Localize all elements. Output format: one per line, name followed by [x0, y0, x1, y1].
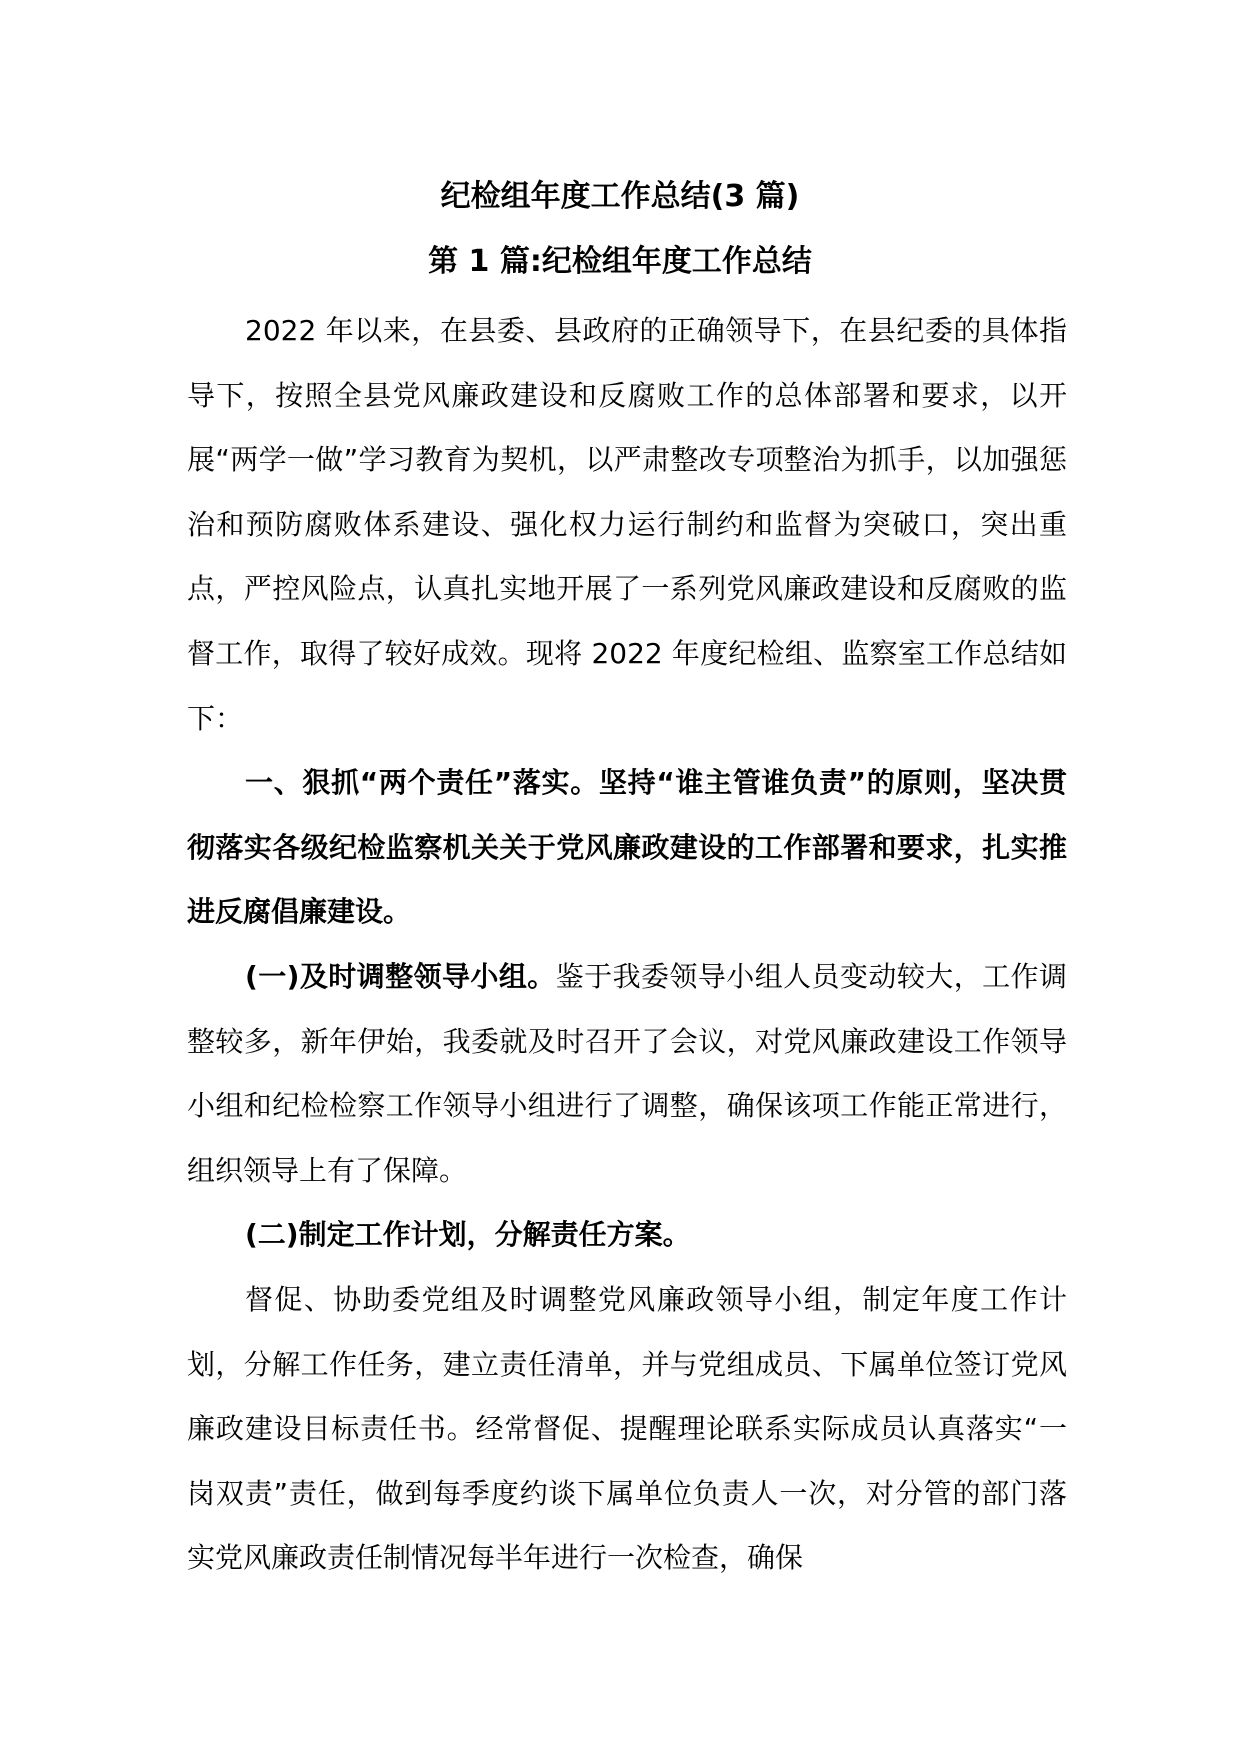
paragraph-text: 督促、协助委党组及时调整党风廉政领导小组，制定年度工作计划，分解工作任务，建立责任清单，并与党组成员、下属单位签订党风廉政建设目标责任书。经常督促、提醒理论联系实际成员认真落实“一岗双责”责任，做到每季度约谈下属单位负责人一次，对分管的部门落实党风廉政责任制情况每半年进行一次检查，确保 — [187, 1282, 1067, 1575]
paragraph-text: 2022 年以来，在县委、县政府的正确领导下，在县纪委的具体指导下，按照全县党风廉政建设和反腐败工作的总体部署和要求，以开展“两学一做”学习教育为契机，以严肃整改专项整治为抓手，以加强惩治和预防腐败体系建设、强化权力运行制约和监督为突破口，突出重点，严控风险点，认真扎实地开展了一系列党风廉政建设和反腐败的监督工作，取得了较好成效。现将 2022 年度纪检组、监察室工作总结如下： — [187, 314, 1067, 735]
document-subtitle: 第 1 篇:纪检组年度工作总结 — [428, 244, 812, 279]
section-heading-1 — [187, 751, 1067, 945]
paragraph-intro — [187, 299, 1067, 751]
paragraph-text: 鉴于我委领导小组人员变动较大，工作调整较多，新年伊始，我委就及时召开了会议，对党风廉政建设工作领导小组和纪检检察工作领导小组进行了调整，确保该项工作能正常进行，组织领导上有了保障。 — [187, 959, 1067, 1187]
subsection-heading-1: (一)及时调整领导小组。 — [245, 959, 556, 993]
paragraph-adjust-group — [187, 945, 1067, 1203]
document-title: 纪检组年度工作总结(3 篇) — [440, 179, 800, 214]
subsection-heading-2 — [187, 1203, 1067, 1268]
paragraph-text: 一、狠抓“两个责任”落实。坚持“谁主管谁负责”的原则，坚决贯彻落实各级纪检监察机关关于党风廉政建设的工作部署和要求，扎实推进反腐倡廉建设。 — [187, 766, 1067, 929]
paragraph-work-plan — [187, 1268, 1067, 1591]
document-body — [187, 299, 1067, 1591]
paragraph-text: (二)制定工作计划，分解责任方案。 — [245, 1218, 691, 1252]
